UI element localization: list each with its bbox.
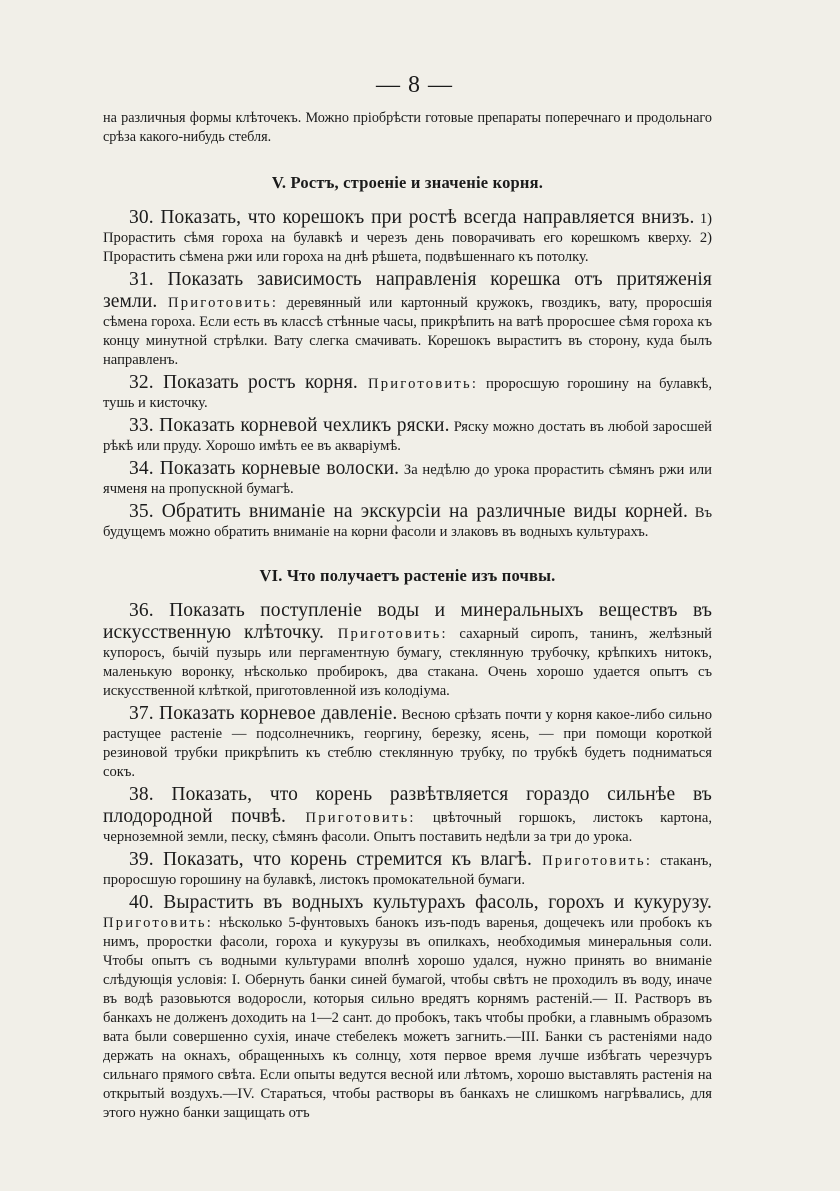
item-text: Ряску можно достать въ любой заросшей рѣкѣ или пруду. Хорошо имѣть ее въ акваріумѣ. [103,419,712,454]
item-text: сахарный сиропъ, танинъ, желѣзный купоросъ, бычій пузырь или пергаментную бумагу, стеклянную трубочку, крѣпкихъ нитокъ, маленькую воронку, нѣсколько пробирокъ, два стакана. Очень хорошо удается опытъ съ искусственной клѣткой, приготовленной изъ колодіума. [103,626,712,699]
item-lead: 35. Обратить вниманіе на экскурсіи на различные виды корней. [129,501,688,522]
list-item [103,458,712,499]
item-spaced: Приготовить: [286,810,416,826]
item-text: За недѣлю до урока прорастить сѣмянъ ржи или ячменя на пропускной бумагѣ. [103,462,712,497]
item-text: деревянный или картонный кружокъ, гвоздикъ, вату, проросшія сѣмена гороха. Если есть въ классѣ стѣнные часы, прикрѣпить на ватѣ проросшее сѣмя гороха къ концу минутной стрѣлки. Вату слегка смачивать. Корешокъ выраститъ въ сторону, куда былъ направленъ. [103,295,712,368]
list-item [103,703,712,782]
item-spaced: Приготовить: [531,853,653,869]
section-title: VI. Что получаетъ растеніе изъ почвы. [259,566,556,585]
item-lead: 31. Показать зависимость направленія корешка отъ притяженія земли. [103,269,712,312]
item-text: проросшую горошину на булавкѣ, тушь и кисточку. [103,376,712,411]
item-text: цвѣточный горшокъ, листокъ картона, черноземной земли, песку, сѣмянъ фасоли. Опытъ поставить недѣли за три до урока. [103,810,712,845]
page-number: — 8 — [376,72,453,98]
item-spaced: Приготовить: [103,915,214,931]
list-item [103,501,712,542]
list-item [103,892,712,1123]
item-text: Въ будущемъ можно обратить вниманіе на корни фасоли и злаковъ въ водныхъ культурахъ. [103,505,712,540]
item-lead: 34. Показать корневые волоски. [129,458,400,479]
item-spaced: Приготовить: [323,626,448,642]
item-text: нѣсколько 5-фунтовыхъ банокъ изъ-подъ варенья, дощечекъ или пробокъ къ нимъ, проростки фасоли, гороха и кукурузы въ опилкахъ, необходимыя минеральныя соли. Чтобы опытъ съ водными культурами вполнѣ хорошо удался, нужно принять во вниманіе слѣдующія условія: I. Обернуть банки синей бумагой, чтобы свѣтъ не проходилъ въ воду, иначе въ водѣ разовьются водоросли, которыя сильно вредятъ корнямъ растеній.— II. Растворъ въ банкахъ не долженъ доходить на 1—2 сант. до пробокъ, такъ чтобы пробки, а главнымъ образомъ вата были совершенно сухія, иначе стебелекъ можетъ загнить.—III. Банки съ растеніями надо держать на окнахъ, обращенныхъ къ солнцу, хотя первое время лучше избѣгать черезчуръ сильнаго прямого свѣта. Если опыты ведутся весной или лѣтомъ, хорошо выставлять растенія на открытый воздухъ.—IV. Стараться, чтобы растворы въ банкахъ не слишкомъ нагрѣвались, для этого нужно банки защищать отъ [103,915,712,1121]
list-item [103,600,712,701]
item-lead: 40. Вырастить въ водныхъ культурахъ фасоль, горохъ и кукурузу. [129,892,712,913]
item-spaced: Приготовить: [157,295,279,311]
item-text: 1) Прорастить сѣмя гороха на булавкѣ и черезъ день поворачивать его корешкомъ кверху. 2) Прорастить сѣмена ржи или гороха на днѣ рѣшета, подвѣшеннаго къ потолку. [103,211,712,265]
item-lead: 38. Показать, что корень развѣтвляется гораздо сильнѣе въ плодородной почвѣ. [103,784,712,827]
list-item [103,207,712,267]
intro-paragraph: на различныя формы клѣточекъ. Можно пріобрѣсти готовые препараты поперечнаго и продольнаго срѣза какого-нибудь стебля. [103,110,712,145]
item-lead: 36. Показать поступленіе воды и минеральныхъ веществъ въ искусственную клѣточку. [103,600,712,643]
section-title: V. Ростъ, строеніе и значеніе корня. [271,173,544,192]
item-text: стаканъ, проросшую горошину на булавкѣ, листокъ промокательной бумаги. [103,853,712,888]
item-lead: 30. Показать, что корешокъ при ростѣ всегда направляется внизъ. [129,207,695,228]
list-item [103,372,712,413]
list-item [103,415,712,456]
item-lead: 39. Показать, что корень стремится къ влагѣ. [129,849,532,870]
item-lead: 33. Показать корневой чехликъ ряски. [129,415,450,436]
item-lead: 37. Показать корневое давленіе. [129,703,398,724]
list-item [103,849,712,890]
item-lead: 32. Показать ростъ корня. [129,372,358,393]
list-item [103,269,712,370]
list-item [103,784,712,847]
item-text: Весною срѣзать почти у корня какое-либо сильно растущее растеніе — подсолнечникъ, георгину, березку, ясень, — при помощи короткой резиновой трубки прикрѣпить къ стеблю стеклянную трубку, по трубкѣ будетъ подниматься сокъ. [103,707,712,780]
item-spaced: Приготовить: [357,376,479,392]
